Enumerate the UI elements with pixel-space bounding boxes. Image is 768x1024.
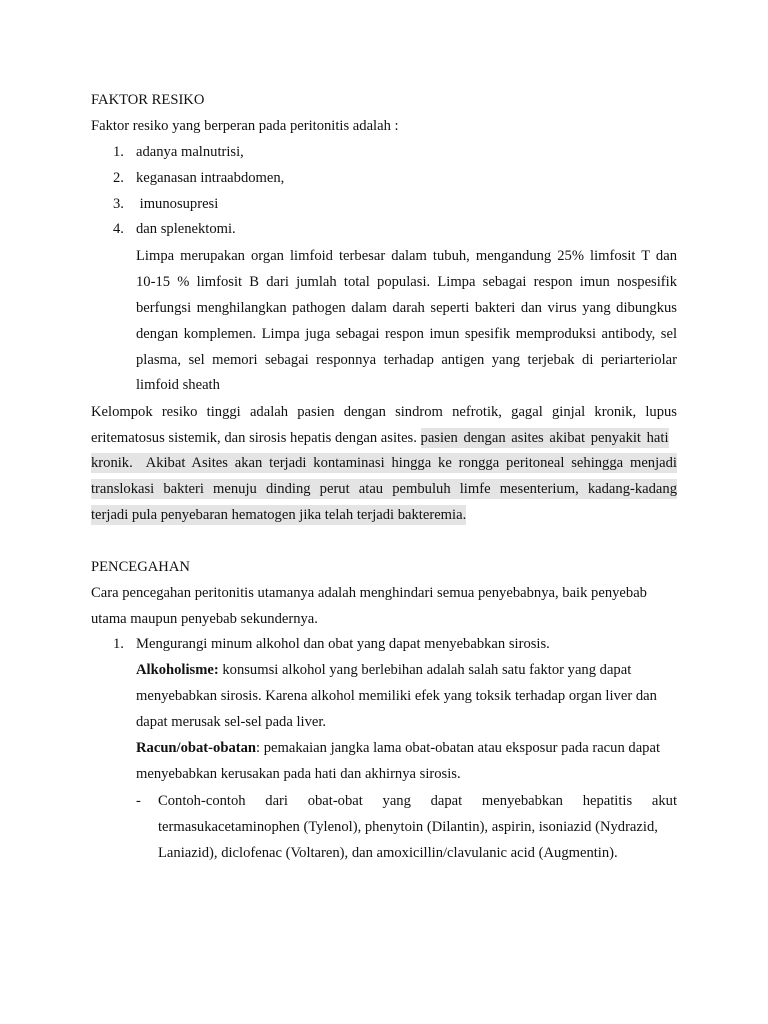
list-item-number: 2. (113, 170, 124, 186)
limpa-paragraph-line: berfungsi menghilangkan pathogen dalam darah seperti bakteri dan virus yang dibungkus (136, 300, 677, 316)
list-item-number: 4. (113, 221, 124, 237)
limpa-paragraph-line: 10-15 % limfosit B dari jumlah total populasi. Limpa sebagai respon imun nospesifik (136, 274, 677, 290)
list-item-text: adanya malnutrisi, (136, 144, 244, 160)
faktor-intro-text: Faktor resiko yang berperan pada peritonitis adalah : (91, 118, 399, 134)
racun-label: Racun/obat-obatan (136, 740, 257, 756)
highlighted-paragraph-line: translokasi bakteri menuju dinding perut atau pembuluh limfe mesenterium, kadang-kadang (91, 481, 677, 497)
dash-item-line: Laniazid), diclofenac (Voltaren), dan amoxicillin/clavulanic acid (Augmentin). (158, 845, 618, 861)
limpa-paragraph-line: limfoid sheath (136, 377, 220, 393)
section-heading-pencegahan: PENCEGAHAN (91, 559, 190, 575)
pencegahan-intro-line: utama maupun penyebab sekundernya. (91, 611, 318, 627)
racun-line: menyebabkan kerusakan pada hati dan akhirnya sirosis. (136, 766, 461, 782)
kelompok-paragraph-line: Kelompok resiko tinggi adalah pasien dengan sindrom nefrotik, gagal ginjal kronik, lupus (91, 404, 677, 420)
dash-item-line: Contoh-contoh dari obat-obat yang dapat menyebabkan hepatitis akut (158, 793, 677, 809)
highlighted-text: pasien dengan asites akibat penyakit hati (420, 430, 669, 446)
list-item-text: imunosupresi (136, 196, 219, 212)
limpa-paragraph-line: Limpa merupakan organ limfoid terbesar dalam tubuh, mengandung 25% limfosit T dan (136, 248, 677, 264)
section-heading-faktor-resiko: FAKTOR RESIKO (91, 92, 205, 108)
pencegahan-intro-line: Cara pencegahan peritonitis utamanya adalah menghindari semua penyebabnya, baik penyebab (91, 585, 647, 601)
alkoholisme-line: menyebabkan sirosis. Karena alkohol memiliki efek yang toksik terhadap organ liver dan (136, 688, 657, 704)
racun-line (136, 738, 660, 758)
list-item-text: keganasan intraabdomen, (136, 170, 285, 186)
highlighted-paragraph-line: terjadi pula penyebaran hematogen jika telah terjadi bakteremia. (91, 507, 467, 523)
alkoholisme-line: dapat merusak sel-sel pada liver. (136, 714, 327, 730)
alkoholisme-line (136, 660, 631, 680)
list-item-number: 3. (113, 196, 124, 212)
dash-item-line: termasukacetaminophen (Tylenol), phenytoin (Dilantin), aspirin, isoniazid (Nydrazid, (158, 819, 658, 835)
kelompok-plain-text: eritematosus sistemik, dan sirosis hepatis dengan asites. (91, 430, 421, 446)
list-item-number: 1. (113, 636, 124, 652)
highlighted-paragraph-line: kronik. Akibat Asites akan terjadi kontaminasi hingga ke rongga peritoneal sehingga menjadi (91, 455, 677, 471)
list-item-text: dan splenektomi. (136, 221, 236, 237)
alkoholisme-label: Alkoholisme: (136, 662, 219, 678)
list-item-number: 1. (113, 144, 124, 160)
dash-bullet: - (136, 793, 141, 809)
limpa-paragraph-line: dengan komplemen. Limpa juga sebagai respon imun spesifik memproduksi antibody, sel (136, 326, 677, 342)
racun-text: : pemakaian jangka lama obat-obatan atau eksposur pada racun dapat (256, 740, 661, 756)
list-item-text: Mengurangi minum alkohol dan obat yang dapat menyebabkan sirosis. (136, 636, 550, 652)
alkoholisme-text: konsumsi alkohol yang berlebihan adalah salah satu faktor yang dapat (218, 662, 632, 678)
limpa-paragraph-line: plasma, sel memori sebagai responnya terhadap antigen yang terjebak di periarteriolar (136, 352, 677, 368)
kelompok-paragraph-line (91, 428, 677, 448)
